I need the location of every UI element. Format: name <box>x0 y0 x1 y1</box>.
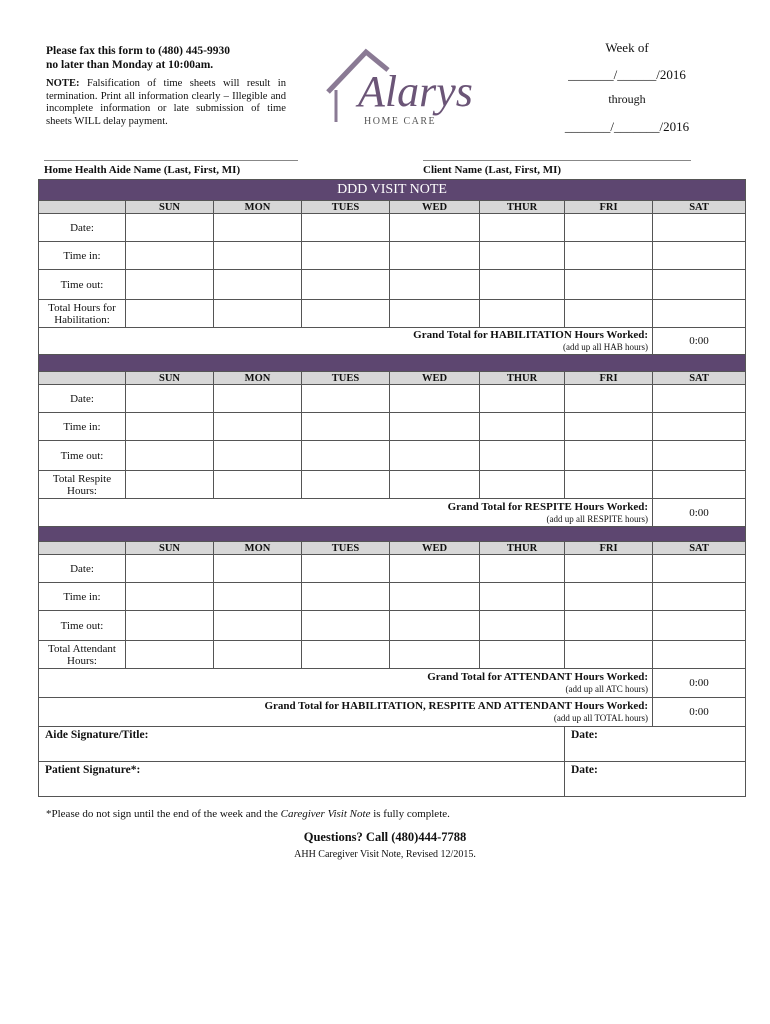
entry-cell[interactable] <box>565 555 653 583</box>
entry-cell[interactable] <box>480 471 565 499</box>
entry-cell[interactable] <box>390 641 480 669</box>
entry-cell[interactable] <box>653 242 746 270</box>
grand-total-hab-label: Grand Total for HABILITATION Hours Worked: (add up all HAB hours) <box>39 328 653 355</box>
grand-total-attendant-value[interactable]: 0:00 <box>653 669 746 698</box>
entry-cell[interactable] <box>565 441 653 471</box>
entry-cell[interactable] <box>480 300 565 328</box>
note-label: NOTE: <box>46 78 80 89</box>
entry-cell[interactable] <box>214 385 302 413</box>
day-header-row <box>39 201 746 214</box>
revision-line: AHH Caregiver Visit Note, Revised 12/2015. <box>294 849 476 860</box>
entry-cell[interactable] <box>214 413 302 441</box>
entry-cell[interactable] <box>480 270 565 300</box>
entry-cell[interactable] <box>302 385 390 413</box>
entry-cell[interactable] <box>302 471 390 499</box>
time-in-label: Time in: <box>39 583 126 611</box>
entry-cell[interactable] <box>214 214 302 242</box>
entry-cell[interactable] <box>302 300 390 328</box>
client-name-label: Client Name (Last, First, MI) <box>423 164 562 176</box>
entry-cell[interactable] <box>390 214 480 242</box>
date-label: Date: <box>39 555 126 583</box>
day-mon: MON <box>214 542 302 555</box>
day-sun: SUN <box>126 201 214 214</box>
entry-cell[interactable] <box>480 441 565 471</box>
entry-cell[interactable] <box>480 214 565 242</box>
week-end-field[interactable]: _______/_______/2016 <box>564 119 690 134</box>
aide-signature-row <box>39 727 746 762</box>
time-out-row <box>39 611 746 641</box>
grand-total-respite-value[interactable]: 0:00 <box>653 499 746 527</box>
day-fri: FRI <box>565 542 653 555</box>
total-respite-label: Total Respite Hours: <box>39 471 126 499</box>
entry-cell[interactable] <box>126 385 214 413</box>
entry-cell[interactable] <box>565 583 653 611</box>
entry-cell[interactable] <box>390 300 480 328</box>
entry-cell[interactable] <box>653 385 746 413</box>
week-start-field[interactable]: _______/______/2016 <box>568 67 686 82</box>
day-tues: TUES <box>302 372 390 385</box>
day-sat: SAT <box>653 542 746 555</box>
entry-cell[interactable] <box>214 441 302 471</box>
day-header-row <box>39 542 746 555</box>
time-in-label: Time in: <box>39 413 126 441</box>
grand-total-overall-label: Grand Total for HABILITATION, RESPITE AND ATTENDANT Hours Worked: (add up all TOTAL hours) <box>39 698 653 727</box>
entry-cell[interactable] <box>302 441 390 471</box>
entry-cell[interactable] <box>653 583 746 611</box>
day-sun: SUN <box>126 542 214 555</box>
section-divider <box>39 527 746 542</box>
entry-cell[interactable] <box>126 641 214 669</box>
visit-note-table <box>38 179 746 797</box>
entry-cell[interactable] <box>653 270 746 300</box>
entry-cell[interactable] <box>390 385 480 413</box>
day-tues: TUES <box>302 542 390 555</box>
entry-cell[interactable] <box>214 242 302 270</box>
entry-cell[interactable] <box>653 471 746 499</box>
entry-cell[interactable] <box>565 641 653 669</box>
date-label: Date: <box>39 385 126 413</box>
questions-line: Questions? Call (480)444-7788 <box>303 830 467 844</box>
time-in-row <box>39 242 746 270</box>
entry-cell[interactable] <box>214 583 302 611</box>
entry-cell[interactable] <box>126 242 214 270</box>
signing-note-italic: Caregiver Visit Note <box>280 808 371 820</box>
time-out-label: Time out: <box>39 441 126 471</box>
entry-cell[interactable] <box>214 641 302 669</box>
entry-cell[interactable] <box>214 300 302 328</box>
table-title: DDD VISIT NOTE <box>39 180 746 201</box>
entry-cell[interactable] <box>480 413 565 441</box>
day-header-row <box>39 372 746 385</box>
entry-cell[interactable] <box>126 471 214 499</box>
entry-cell[interactable] <box>302 413 390 441</box>
grand-total-respite-label: Grand Total for RESPITE Hours Worked: (add up all RESPITE hours) <box>39 499 653 527</box>
aide-name-field[interactable] <box>44 160 298 176</box>
aide-signature-field[interactable]: Aide Signature/Title: <box>39 727 565 762</box>
entry-cell[interactable] <box>480 583 565 611</box>
total-hab-row <box>39 300 746 328</box>
section-divider <box>39 355 746 372</box>
entry-cell[interactable] <box>126 583 214 611</box>
entry-cell[interactable] <box>214 611 302 641</box>
entry-cell[interactable] <box>565 242 653 270</box>
signing-note: *Please do not sign until the end of the week and the Caregiver Visit Note is fully complete. <box>46 808 450 820</box>
time-out-row <box>39 441 746 471</box>
date-row <box>39 385 746 413</box>
entry-cell[interactable] <box>214 270 302 300</box>
patient-date-field[interactable]: Date: <box>565 762 746 797</box>
instructions-block <box>46 44 286 128</box>
entry-cell[interactable] <box>390 441 480 471</box>
total-attendant-row <box>39 641 746 669</box>
grand-total-overall-value[interactable]: 0:00 <box>653 698 746 727</box>
entry-cell[interactable] <box>653 214 746 242</box>
aide-name-label: Home Health Aide Name (Last, First, MI) <box>44 164 241 176</box>
entry-cell[interactable] <box>480 385 565 413</box>
entry-cell[interactable] <box>126 300 214 328</box>
grand-total-overall-row <box>39 698 746 727</box>
day-sat: SAT <box>653 201 746 214</box>
entry-cell[interactable] <box>214 471 302 499</box>
entry-cell[interactable] <box>390 555 480 583</box>
entry-cell[interactable] <box>126 270 214 300</box>
entry-cell[interactable] <box>126 611 214 641</box>
patient-signature-row <box>39 762 746 797</box>
day-sun: SUN <box>126 372 214 385</box>
day-sat: SAT <box>653 372 746 385</box>
company-logo <box>322 44 482 134</box>
entry-cell[interactable] <box>480 555 565 583</box>
fax-line-2: no later than Monday at 10:00am. <box>46 59 214 71</box>
day-wed: WED <box>390 542 480 555</box>
day-tues: TUES <box>302 201 390 214</box>
total-hab-label: Total Hours for Habilitation: <box>39 300 126 328</box>
day-wed: WED <box>390 372 480 385</box>
day-mon: MON <box>214 201 302 214</box>
entry-cell[interactable] <box>390 611 480 641</box>
total-attendant-label: Total Attendant Hours: <box>39 641 126 669</box>
logo-tagline: HOME CARE <box>364 116 437 127</box>
entry-cell[interactable] <box>390 242 480 270</box>
time-out-row <box>39 270 746 300</box>
entry-cell[interactable] <box>565 471 653 499</box>
entry-cell[interactable] <box>126 214 214 242</box>
entry-cell[interactable] <box>302 555 390 583</box>
note-text <box>46 78 286 128</box>
logo-name: Alarys <box>358 67 473 116</box>
entry-cell[interactable] <box>480 641 565 669</box>
entry-cell[interactable] <box>390 413 480 441</box>
entry-cell[interactable] <box>565 413 653 441</box>
day-fri: FRI <box>565 372 653 385</box>
entry-cell[interactable] <box>565 300 653 328</box>
fax-line-1: Please fax this form to (480) 445-9930 <box>46 45 230 57</box>
entry-cell[interactable] <box>653 441 746 471</box>
note-body: Falsification of time sheets will result in termination. Print all information clearly – Illegible and incomplete information or late submission of time sheets WILL delay payment. <box>46 78 286 127</box>
time-in-row <box>39 583 746 611</box>
week-of-label: Week of <box>605 40 649 55</box>
entry-cell[interactable] <box>565 270 653 300</box>
day-thur: THUR <box>480 201 565 214</box>
entry-cell[interactable] <box>390 583 480 611</box>
entry-cell[interactable] <box>653 611 746 641</box>
entry-cell[interactable] <box>302 583 390 611</box>
day-fri: FRI <box>565 201 653 214</box>
entry-cell[interactable] <box>302 242 390 270</box>
entry-cell[interactable] <box>565 385 653 413</box>
entry-cell[interactable] <box>653 641 746 669</box>
entry-cell[interactable] <box>302 214 390 242</box>
grand-total-hab-value[interactable]: 0:00 <box>653 328 746 355</box>
entry-cell[interactable] <box>302 270 390 300</box>
entry-cell[interactable] <box>565 611 653 641</box>
week-block <box>552 40 702 134</box>
entry-cell[interactable] <box>126 413 214 441</box>
time-out-label: Time out: <box>39 270 126 300</box>
entry-cell[interactable] <box>126 555 214 583</box>
grand-total-attendant-row <box>39 669 746 698</box>
entry-cell[interactable] <box>653 300 746 328</box>
day-thur: THUR <box>480 542 565 555</box>
day-wed: WED <box>390 201 480 214</box>
entry-cell[interactable] <box>126 441 214 471</box>
grand-total-attendant-label: Grand Total for ATTENDANT Hours Worked: (add up all ATC hours) <box>39 669 653 698</box>
aide-date-field[interactable]: Date: <box>565 727 746 762</box>
grand-total-hab-row <box>39 328 746 355</box>
client-name-field[interactable] <box>423 160 691 176</box>
date-label: Date: <box>39 214 126 242</box>
entry-cell[interactable] <box>390 270 480 300</box>
date-row <box>39 555 746 583</box>
through-label: through <box>608 92 646 106</box>
date-row <box>39 214 746 242</box>
day-thur: THUR <box>480 372 565 385</box>
day-mon: MON <box>214 372 302 385</box>
entry-cell[interactable] <box>214 555 302 583</box>
entry-cell[interactable] <box>480 242 565 270</box>
patient-signature-field[interactable]: Patient Signature*: <box>39 762 565 797</box>
entry-cell[interactable] <box>653 555 746 583</box>
grand-total-respite-row <box>39 499 746 527</box>
entry-cell[interactable] <box>302 611 390 641</box>
entry-cell[interactable] <box>653 413 746 441</box>
entry-cell[interactable] <box>302 641 390 669</box>
time-in-row <box>39 413 746 441</box>
entry-cell[interactable] <box>480 611 565 641</box>
time-out-label: Time out: <box>39 611 126 641</box>
entry-cell[interactable] <box>565 214 653 242</box>
entry-cell[interactable] <box>390 471 480 499</box>
table-title-row <box>39 180 746 201</box>
time-in-label: Time in: <box>39 242 126 270</box>
house-roof-icon <box>322 44 482 134</box>
total-respite-row <box>39 471 746 499</box>
